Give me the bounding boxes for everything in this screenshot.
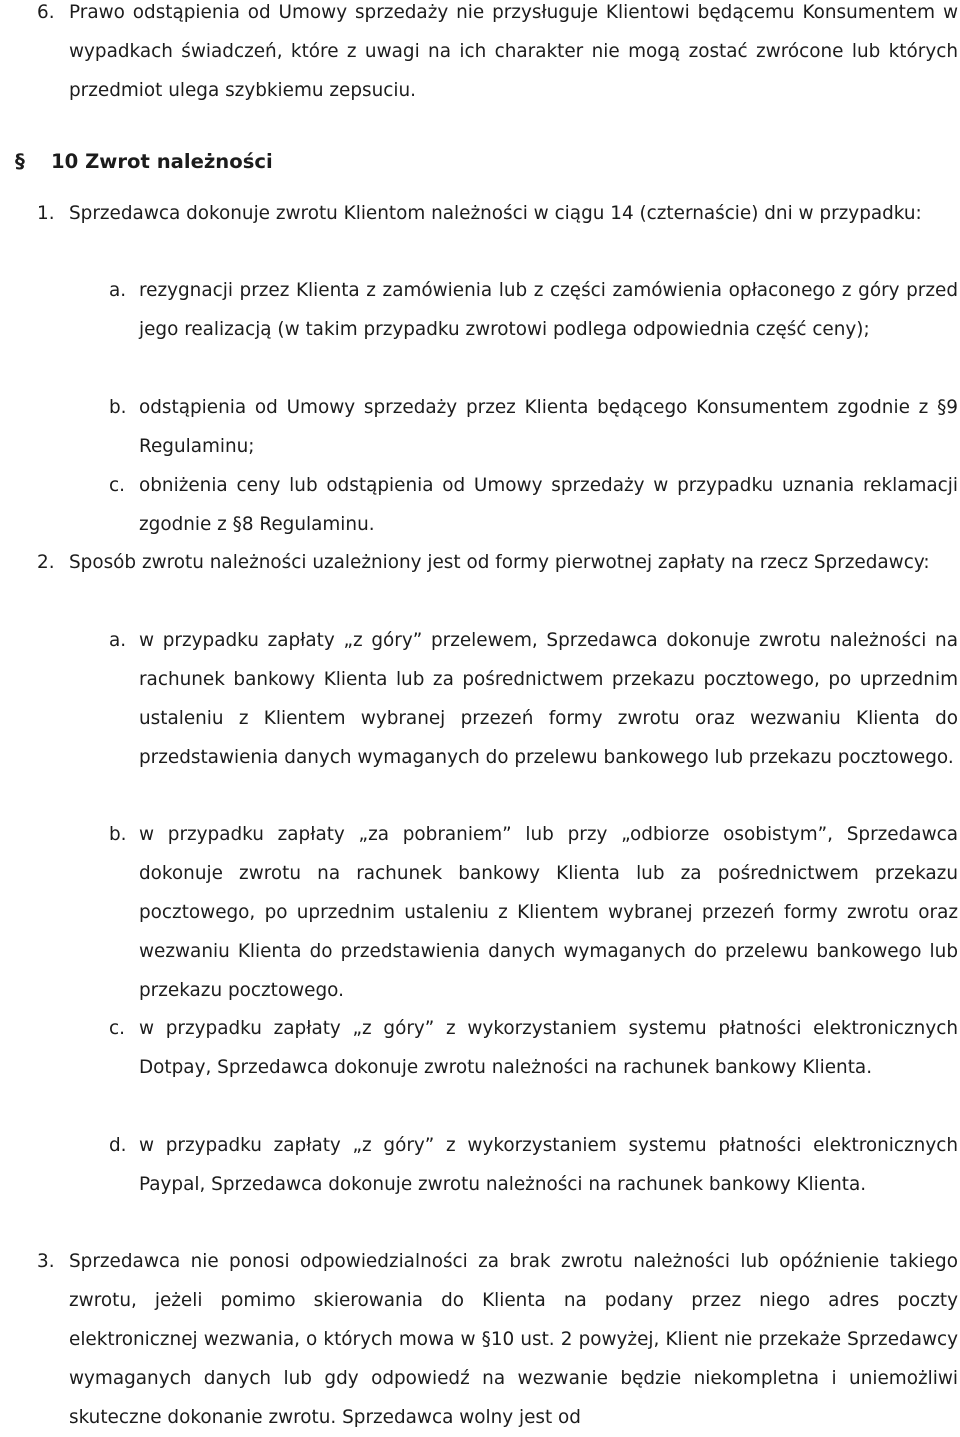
item-number: 2.: [37, 552, 55, 573]
list-item-1: [37, 194, 958, 233]
item-number: 1.: [37, 203, 55, 224]
item-letter: d.: [109, 1135, 127, 1156]
item-text: w przypadku zapłaty „z góry” z wykorzystaniem systemu płatności elektronicznych Dotpay, Sprzedawca dokonuje zwrotu należności na rachunek bankowy Klienta.: [139, 1018, 958, 1078]
list-item-2a: [109, 621, 958, 777]
section-title: 10 Zwrot należności: [51, 150, 273, 173]
item-letter: c.: [109, 1018, 125, 1039]
item-letter: a.: [109, 630, 127, 651]
item-text: Sprzedawca dokonuje zwrotu Klientom należności w ciągu 14 (czternaście) dni w przypadku:: [69, 203, 922, 224]
item-text: Sprzedawca nie ponosi odpowiedzialności za brak zwrotu należności lub opóźnienie takiego zwrotu, jeżeli pomimo skierowania do Klienta na podany przez niego adres poczty elektronicznej wezwania, o których mowa w §10 ust. 2 powyżej, Klient nie przekaże Sprzedawcy wymaganych danych lub gdy odpowiedź na wezwanie będzie niekompletna i uniemożliwi skuteczne dokonanie zwrotu. Sprzedawca wolny jest od: [69, 1251, 958, 1428]
item-number: 6.: [37, 2, 55, 23]
list-item-2: [37, 543, 958, 582]
item-text: odstąpienia od Umowy sprzedaży przez Klienta będącego Konsumentem zgodnie z §9 Regulaminu;: [139, 397, 958, 457]
list-item-6: [37, 0, 958, 110]
item-text: Prawo odstąpienia od Umowy sprzedaży nie przysługuje Klientowi będącemu Konsumentem w wypadkach świadczeń, które z uwagi na ich charakter nie mogą zostać zwrócone lub których przedmiot ulega szybkiemu zepsuciu.: [69, 2, 958, 101]
section-symbol: §: [15, 150, 25, 173]
item-text: rezygnacji przez Klienta z zamówienia lub z części zamówienia opłaconego z góry przed jego realizacją (w takim przypadku zwrotowi podlega odpowiednia część ceny);: [139, 280, 958, 340]
item-text: w przypadku zapłaty „za pobraniem” lub przy „odbiorze osobistym”, Sprzedawca dokonuje zwrotu na rachunek bankowy Klienta lub za pośrednictwem przekazu pocztowego, po uprzednim ustaleniu z Klientem wybranej przezeń formy zwrotu oraz wezwaniu Klienta do przedstawienia danych wymaganych do przelewu bankowego lub przekazu pocztowego.: [139, 824, 958, 1001]
item-number: 3.: [37, 1251, 55, 1272]
section-heading: [15, 142, 273, 181]
list-item-2d: [109, 1126, 958, 1204]
list-item-1b: [109, 388, 958, 466]
item-letter: a.: [109, 280, 127, 301]
item-text: Sposób zwrotu należności uzależniony jest od formy pierwotnej zapłaty na rzecz Sprzedawcy:: [69, 552, 930, 573]
list-item-3: [37, 1242, 958, 1437]
list-item-2c: [109, 1009, 958, 1087]
list-item-1c: [109, 466, 958, 544]
item-text: w przypadku zapłaty „z góry” z wykorzystaniem systemu płatności elektronicznych Paypal, Sprzedawca dokonuje zwrotu należności na rachunek bankowy Klienta.: [139, 1135, 958, 1195]
list-item-2b: [109, 815, 958, 1010]
item-letter: c.: [109, 475, 125, 496]
item-letter: b.: [109, 824, 127, 845]
item-text: w przypadku zapłaty „z góry” przelewem, Sprzedawca dokonuje zwrotu należności na rachunek bankowy Klienta lub za pośrednictwem przekazu pocztowego, po uprzednim ustaleniu z Klientem wybranej przezeń formy zwrotu oraz wezwaniu Klienta do przedstawienia danych wymaganych do przelewu bankowego lub przekazu pocztowego.: [139, 630, 958, 768]
item-text: obniżenia ceny lub odstąpienia od Umowy sprzedaży w przypadku uznania reklamacji zgodnie z §8 Regulaminu.: [139, 475, 958, 535]
item-letter: b.: [109, 397, 127, 418]
list-item-1a: [109, 271, 958, 349]
